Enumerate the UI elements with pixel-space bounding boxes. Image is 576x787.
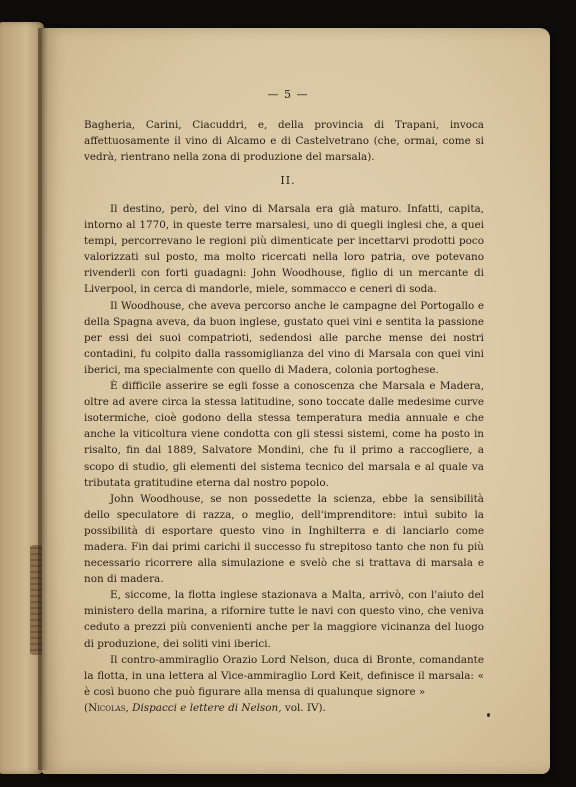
- paragraph-6: [84, 652, 484, 716]
- paragraph-1: Il destino, però, del vino di Marsala era già maturo. Infatti, capita, intorno al 1770, in queste terre marsalesi, uno di quegli inglesi che, a quei tempi, percorrevano le regioni più dimenticate per incettarvi prodotti poco valorizzati sul posto, ma molto ricercati nella loro patria, ove potevano rivenderli con forti guadagni: John Woodhouse, figlio di un mercante di Liverpool, in cerca di mandorle, miele, sommacco e ceneri di soda.: [84, 203, 484, 296]
- citation-author: Nicolas,: [88, 701, 129, 714]
- page-gutter: [38, 28, 48, 770]
- page-number: — 5 —: [267, 88, 309, 101]
- paragraph-4: John Woodhouse, se non possedette la scienza, ebbe la sensibilità dello speculatore di razza, o meglio, dell'imprenditore: intuì subito la possibilità di esportare questo vino in Inghilterra e di lanciarlo come madera. Fin dai primi carichi il successo fu strepitoso tanto che non fu più necessario ricorrere alla simulazione e svelò che si trattava di marsala e non di madera.: [84, 492, 484, 586]
- intro-paragraph: [84, 117, 484, 165]
- paper-speck: [487, 713, 490, 717]
- citation-open: (: [84, 701, 89, 714]
- paragraph-5: E, siccome, la flotta inglese stazionava a Malta, arrivò, con l'aiuto del ministero della marina, a rifornire tutte le navi con questo vino, che veniva ceduto a prezzi più convenienti anche per la maggiore vicinanza del luogo di produzione, dei soliti vini iberici.: [84, 589, 484, 650]
- section-heading: II.: [280, 174, 296, 187]
- citation-title: Dispacci e lettere di Nelson,: [132, 701, 282, 714]
- intro-text: Bagheria, Carini, Ciacuddri, e, della provincia di Trapani, invoca affettuosamente il vino di Alcamo e di Castelvetrano (che, ormai, come si vedrà, rientrano nella zona di produzione del marsala).: [84, 119, 484, 164]
- citation-rest: vol. IV).: [281, 701, 326, 714]
- body-text: [84, 201, 484, 716]
- paragraph-3: È difficile asserire se egli fosse a conoscenza che Marsala e Madera, oltre ad avere circa la stessa latitudine, sono toccate dalle medesime curve isotermiche, cioè godono della stessa temperatura media annuale e che anche la viticoltura viene condotta con gli stessi sistemi, come ha posto in risalto, fin dal 1889, Salvatore Mondini, che fu il primo a raccogliere, a scopo di studio, gli elementi del sistema tecnico del marsala e al quale va tributata gratitudine eterna dal nostro popolo.: [84, 380, 484, 489]
- nelson-quote: Il contro-ammiraglio Orazio Lord Nelson, duca di Bronte, comandante la flotta, in una lettera al Vice-ammiraglio Lord Keit, definisce il marsala: « è così buono che può figurare alla mensa di qualunque signore »: [84, 653, 484, 698]
- paragraph-2: Il Woodhouse, che aveva percorso anche le campagne del Portogallo e della Spagna aveva, da buon inglese, gustato quei vini e sentita la passione per essi dei suoi compatrioti, sedendosi alle parche mense dei nostri contadini, fu colpito dalla rassomiglianza del vino di Marsala con quei vini iberici, ma specialmente con quello di Madera, colonia portoghese.: [84, 299, 484, 376]
